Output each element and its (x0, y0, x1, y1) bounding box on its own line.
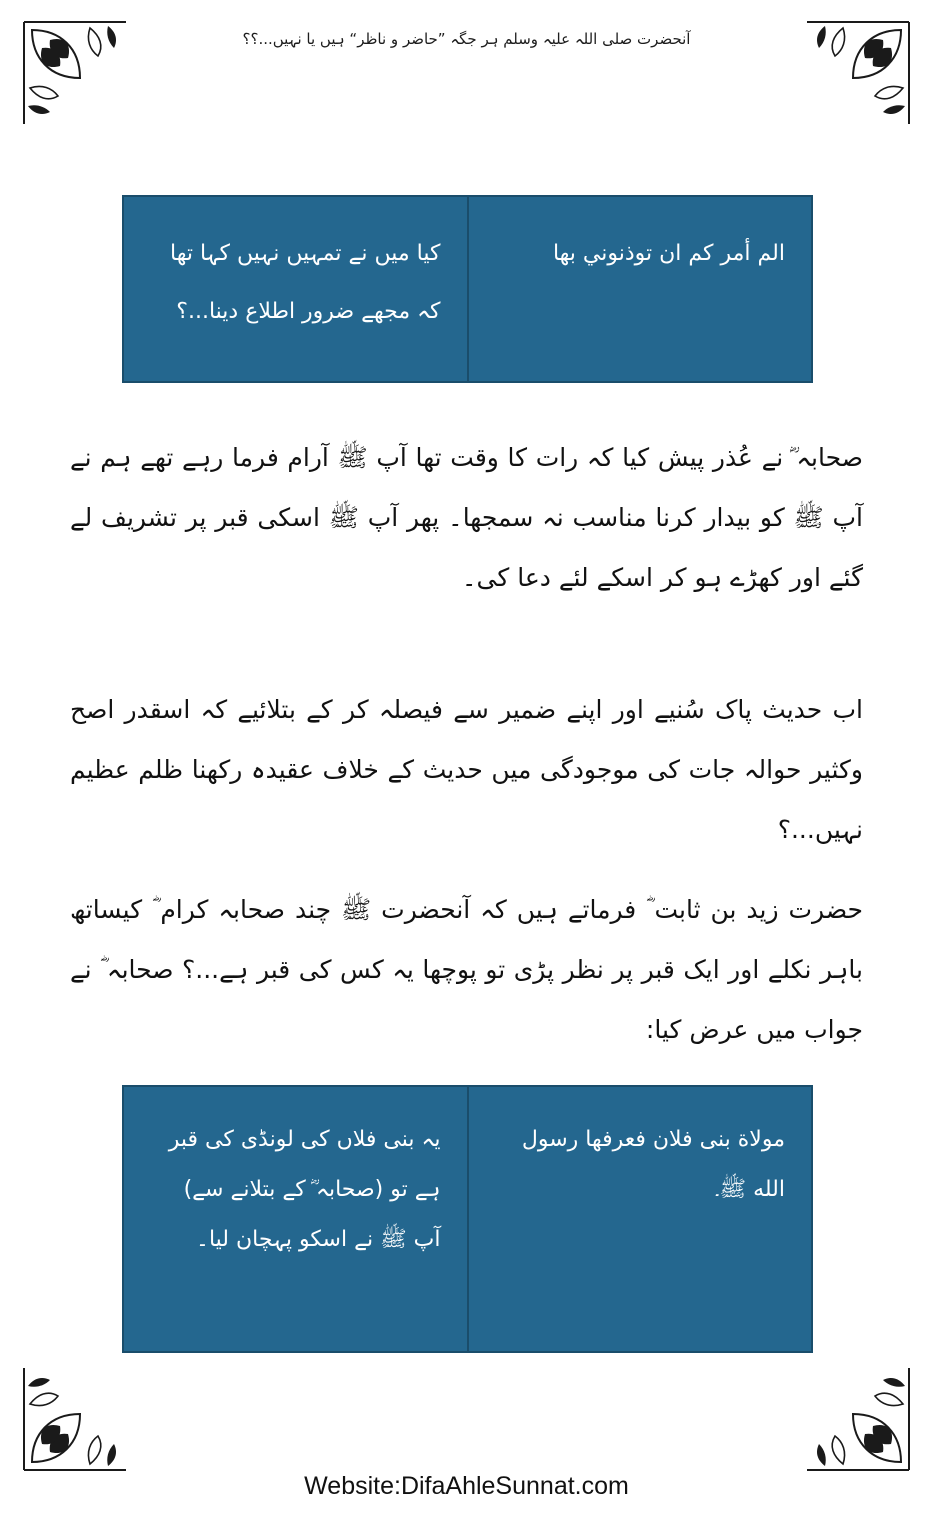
quote-box-1-arabic: الم أمر كم ان توذنوني بها (552, 241, 785, 266)
page-title: آنحضرت صلی اللہ علیہ وسلم ہر جگہ ”حاضر و ناظر“ ہیں یا نہیں...؟؟ (242, 30, 691, 48)
corner-ornament-bottom-left-icon (20, 1364, 130, 1474)
corner-ornament-bottom-right-icon (803, 1364, 913, 1474)
paragraph-2: اب حدیث پاک سُنیے اور اپنے ضمیر سے فیصلہ کر کے بتلائیے کہ اسقدر اصح وکثیر حوالہ جات کی موجودگی میں حدیث کے خلاف عقیدہ رکھنا ظلم عظیم نہیں...؟ (70, 695, 863, 844)
paragraph-3: حضرت زید بن ثابت ؓ فرماتے ہیں کہ آنحضرت ﷺ چند صحابہ کرام ؓ کیساتھ باہر نکلے اور ایک قبر پر نظر پڑی تو پوچھا یہ کس کی قبر ہے...؟ صحابہ ؓ نے جواب میں عرض کیا: (70, 895, 863, 1044)
quote-box-2-urdu: یہ بنی فلاں کی لونڈی کی قبر ہے تو (صحابہ ؓ کے بتلانے سے) آپ ﷺ نے اسکو پہچان لیا۔ (124, 1087, 469, 1351)
quote-box-1 (122, 195, 813, 383)
paragraph-1: صحابہ ؓ نے عُذر پیش کیا کہ رات کا وقت تھا آپ ﷺ آرام فرما رہے تھے ہم نے آپ ﷺ کو بیدار کرنا مناسب نہ سمجھا۔ پھر آپ ﷺ اسکی قبر پر تشریف لے گئے اور کھڑے ہو کر اسکے لئے دعا کی۔ (70, 443, 863, 592)
website-footer: Website:DifaAhleSunnat.com (304, 1472, 629, 1500)
corner-ornament-top-right-icon (803, 18, 913, 128)
quote-box-2-arabic: مولاة بنی فلان فعرفها رسول الله ﷺ۔ (521, 1127, 785, 1202)
quote-box-1-urdu: کیا میں نے تمہیں نہیں کہا تھا کہ مجھے ضرور اطلاع دینا...؟ (124, 197, 469, 381)
quote-box-2 (122, 1085, 813, 1353)
corner-ornament-top-left-icon (20, 18, 130, 128)
